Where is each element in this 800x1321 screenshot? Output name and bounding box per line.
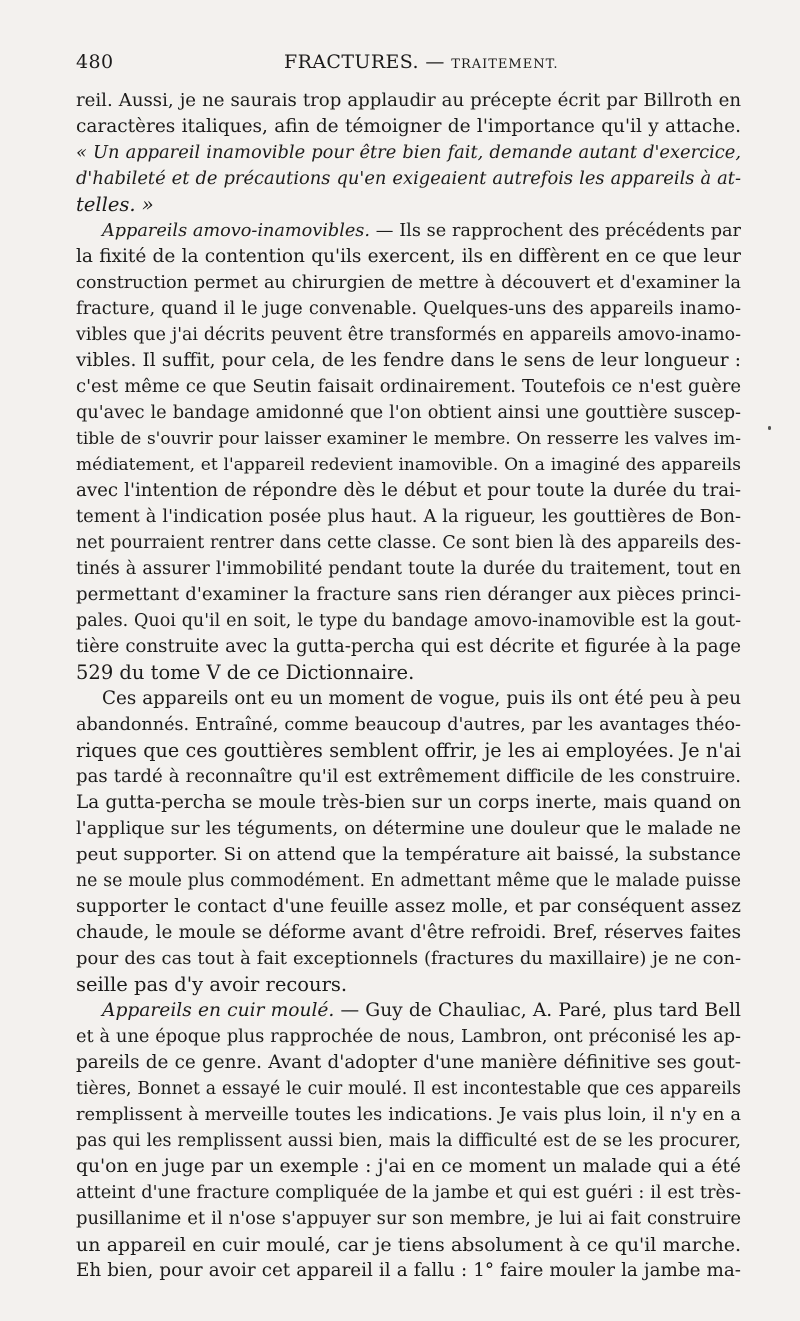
body-text — [76, 88, 741, 1284]
text-line: seille pas d'y avoir recours. — [76, 973, 348, 996]
running-title — [284, 50, 559, 77]
text-line: qu'avec le bandage amidonné que l'on obtient ainsi une gouttière suscep- — [76, 403, 741, 423]
text-line: Eh bien, pour avoir cet appareil il a fallu : 1° faire mouler la jambe ma- — [76, 1260, 741, 1281]
text-line: pusillanime et il n'ose s'appuyer sur son membre, je lui ai fait construire — [76, 1208, 741, 1229]
text-line: tinés à assurer l'immobilité pendant toute la durée du traitement, tout en — [76, 559, 741, 579]
text-line: construction permet au chirurgien de mettre à découvert et d'examiner la — [76, 273, 741, 293]
text-line: la fixité de la contention qu'ils exercent, ils en diffèrent en ce que leur — [76, 246, 741, 267]
text-line: reil. Aussi, je ne saurais trop applaudir au précepte écrit par Billroth en — [76, 90, 741, 111]
text-line: riques que ces gouttières semblent offrir, je les ai employées. Je n'ai — [76, 739, 741, 762]
text-line: chaude, le moule se déforme avant d'être refroidi. Bref, réserves faites — [76, 922, 741, 943]
running-title-main: FRACTURES. — — [284, 51, 445, 73]
section-heading-line — [76, 998, 741, 1024]
text-line: vibles. Il suffit, pour cela, de les fendre dans le sens de leur longueur : — [76, 350, 741, 371]
text-line: pales. Quoi qu'il en soit, le type du bandage amovo-inamovible est la gout- — [76, 611, 741, 631]
text-line: La gutta-percha se moule très-bien sur un corps inerte, mais quand on — [76, 792, 741, 813]
quote-line: « Un appareil inamovible pour être bien fait, demande autant d'exercice, — [76, 142, 741, 163]
section-heading-cuir-moule: Appareils en cuir moulé. — [102, 1000, 335, 1021]
text-line: tières, Bonnet a essayé le cuir moulé. Il est incontestable que ces appareils — [76, 1079, 741, 1099]
text-line: qu'on en juge par un exemple : j'ai en ce moment un malade qui a été — [76, 1156, 741, 1177]
text-line: atteint d'une fracture compliquée de la jambe et qui est guéri : il est très- — [76, 1183, 741, 1203]
running-title-sub: TRAITEMENT. — [451, 57, 559, 72]
text-span: — Ils se rapprochent des précédents par — [369, 221, 741, 241]
text-line: caractères italiques, afin de témoigner de l'importance qu'il y attache. — [76, 116, 741, 137]
section-heading-line — [76, 218, 741, 244]
text-span: — Guy de Chauliac, A. Paré, plus tard Bell — [334, 1000, 741, 1021]
text-line: pareils de ce genre. Avant d'adopter d'une manière définitive ses gout- — [76, 1052, 741, 1073]
text-line: tière construite avec la gutta-percha qui est décrite et figurée à la page — [76, 636, 741, 657]
text-line: supporter le contact d'une feuille assez molle, et par conséquent assez — [76, 896, 741, 917]
text-line: permettant d'examiner la fracture sans rien déranger aux pièces princi- — [76, 584, 741, 605]
text-line: c'est même ce que Seutin faisait ordinairement. Toutefois ce n'est guère — [76, 376, 741, 397]
text-line: fracture, quand il le juge convenable. Quelques-uns des appareils inamo- — [76, 298, 741, 319]
text-line: l'applique sur les téguments, on détermine une douleur que le malade ne — [76, 819, 741, 839]
text-line: un appareil en cuir moulé, car je tiens absolument à ce qu'il marche. — [76, 1234, 741, 1256]
text-line: Ces appareils ont eu un moment de vogue, puis ils ont été peu à peu — [102, 688, 741, 709]
text-line: pas tardé à reconnaître qu'il est extrêmement difficile de les construire. — [76, 766, 741, 787]
text-line: pas qui les remplissent aussi bien, mais la difficulté est de se les procurer, — [76, 1131, 741, 1151]
text-line: tible de s'ouvrir pour laisser examiner le membre. On resserre les valves im- — [76, 429, 741, 449]
text-line: abandonnés. Entraîné, comme beaucoup d'autres, par les avantages théo- — [76, 715, 741, 735]
text-line: avec l'intention de répondre dès le début et pour toute la durée du trai- — [76, 480, 741, 501]
text-line: pour des cas tout à fait exceptionnels (fractures du maxillaire) je ne con- — [76, 948, 741, 969]
text-line: net pourraient rentrer dans cette classe. Ce sont bien là des appareils des- — [76, 533, 741, 553]
quote-line: d'habileté et de précautions qu'en exigeaient autrefois les appareils à at- — [76, 168, 741, 189]
text-line: ne se moule plus commodément. En admettant même que le malade puisse — [76, 871, 741, 891]
section-heading-amovo-inamovibles: Appareils amovo-inamovibles. — [102, 221, 370, 241]
text-line: 529 du tome V de ce Dictionnaire. — [76, 661, 415, 684]
text-line: tement à l'indication posée plus haut. A la rigueur, les gouttières de Bon- — [76, 506, 741, 527]
text-line: médiatement, et l'appareil redevient inamovible. On a imaginé des appareils — [76, 455, 741, 475]
text-line: remplissent à merveille toutes les indications. Je vais plus loin, il n'y en a — [76, 1104, 741, 1125]
text-line: peut supporter. Si on attend que la température ait baissé, la substance — [76, 844, 741, 865]
page-number: 480 — [76, 51, 114, 73]
margin-mark — [768, 426, 771, 430]
quote-line: telles. » — [76, 193, 154, 216]
text-line: et à une époque plus rapprochée de nous, Lambron, ont préconisé les ap- — [76, 1027, 741, 1047]
text-line: vibles que j'ai décrits peuvent être transformés en appareils amovo-inamo- — [76, 325, 741, 345]
